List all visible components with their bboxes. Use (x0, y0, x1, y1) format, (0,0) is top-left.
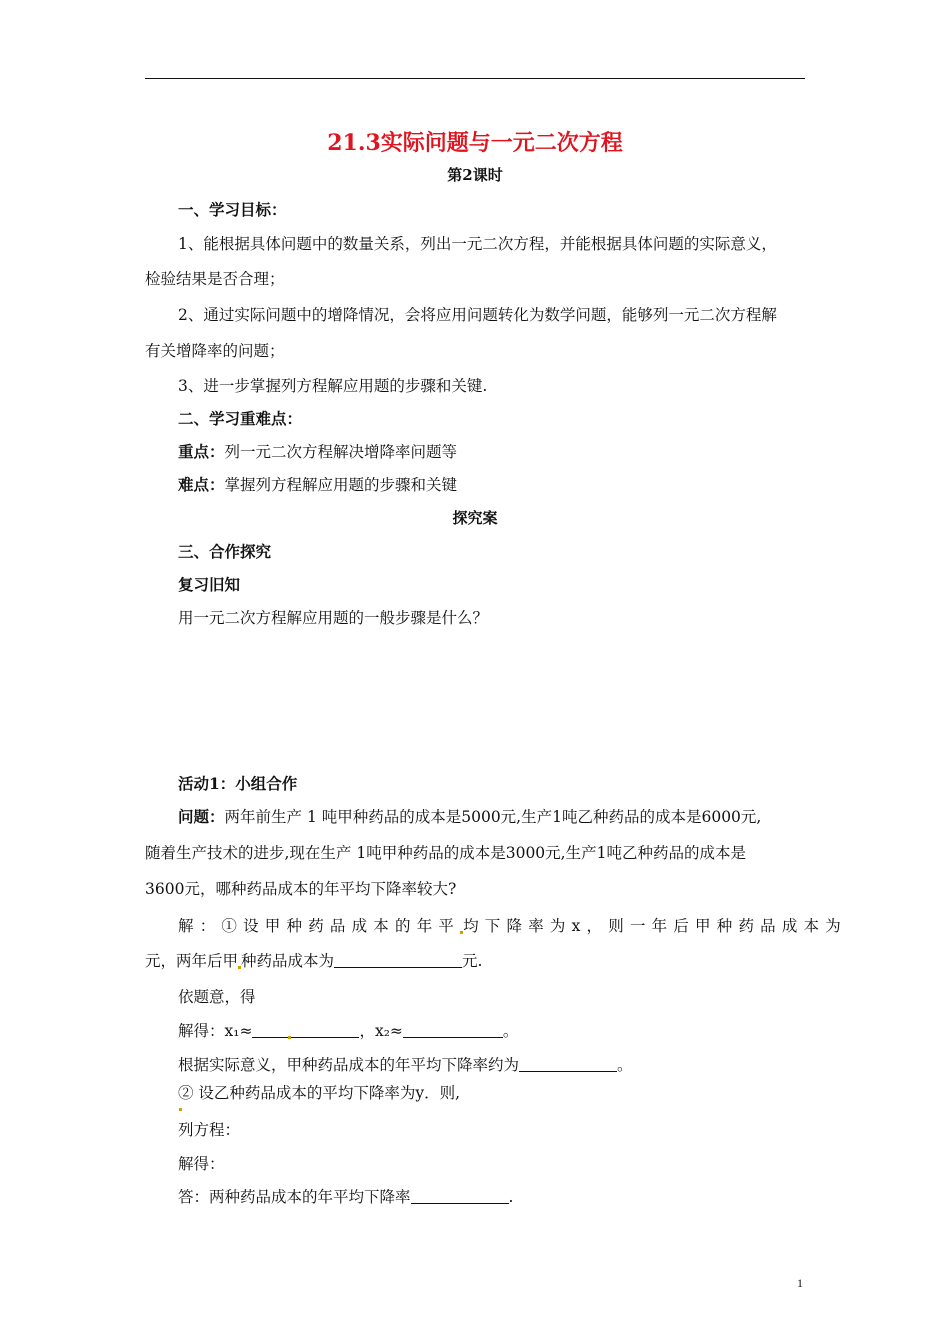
problem-line-1 (178, 805, 761, 827)
solution-line-2 (145, 949, 482, 971)
answer-blank-x1a[interactable] (252, 1023, 288, 1038)
meaning-prefix: 根据实际意义，甲种药品成本的年平均下降率约为 (178, 1056, 520, 1074)
solve1-mid: ，x₂≈ (359, 1022, 403, 1040)
answer-line (178, 1185, 513, 1207)
meaning-end: 。 (617, 1056, 633, 1074)
objective-line-2: 检验结果是否合理； (145, 270, 285, 288)
problem-label: 问题： (178, 807, 225, 826)
objective-line-1: 1、能根据具体问题中的数量关系，列出一元二次方程，并能根据具体问题的实际意义， (178, 235, 777, 253)
problem-line-3: 3600元，哪种药品成本的年平均下降率较大? (145, 880, 457, 898)
solution-line-1a: 解：①设甲种药品成本的年平 (178, 917, 461, 935)
key-text: 列一元二次方程解决增降率问题等 (224, 443, 458, 461)
review-question: 用一元二次方程解应用题的一般步骤是什么？ (178, 609, 489, 627)
solve-line-1 (178, 1019, 518, 1041)
hard-label: 难点： (178, 475, 225, 494)
section2-heading: 二、学习重难点： (178, 409, 303, 428)
answer-end: . (508, 1188, 514, 1206)
solution-line-1b: 均下降率为x，则一年后甲种药品成本为 (463, 917, 847, 935)
key-point (178, 440, 457, 462)
activity-heading: 活动1：小组合作 (178, 774, 298, 793)
hard-text: 掌握列方程解应用题的步骤和关键 (224, 476, 458, 494)
answer-blank-two-year-cost[interactable] (334, 953, 462, 968)
answer-blank-rate[interactable] (519, 1057, 617, 1072)
header-rule (145, 78, 805, 79)
answer-blank-final[interactable] (411, 1189, 509, 1204)
solution-line-2a: 元，两年后甲 (145, 952, 239, 970)
hard-point (178, 473, 457, 495)
problem-text-1: 两年前生产 1 吨甲种药品的成本是5000元,生产1吨乙种药品的成本是6000元, (224, 808, 762, 826)
page-number: 1 (797, 1276, 803, 1290)
mark-dot (179, 1108, 182, 1111)
solution-line-1 (178, 914, 847, 936)
section1-heading: 一、学习目标： (178, 200, 287, 219)
solve2-line: 解得： (178, 1155, 225, 1173)
key-label: 重点： (178, 442, 225, 461)
review-label: 复习旧知 (178, 575, 241, 594)
document-title: 21.3实际问题与一元二次方程 (327, 130, 623, 156)
part2-line: ② 设乙种药品成本的平均下降率为y．则, (178, 1084, 461, 1102)
equation-line: 列方程： (178, 1121, 241, 1139)
answer-blank-x1b[interactable] (291, 1023, 359, 1038)
explore-title: 探究案 (452, 509, 498, 527)
solve1-prefix: 解得：x₁≈ (178, 1022, 253, 1040)
solution-line-2c: 元. (462, 952, 483, 970)
objective-line-4: 有关增降率的问题； (145, 342, 285, 360)
according-line: 依题意，得 (178, 988, 256, 1006)
answer-prefix: 答：两种药品成本的年平均下降率 (178, 1188, 411, 1206)
meaning-line (178, 1053, 633, 1075)
objective-line-5: 3、进一步掌握列方程解应用题的步骤和关键. (178, 377, 488, 395)
answer-blank-x2[interactable] (403, 1023, 503, 1038)
solution-line-2b: 种药品成本为 (241, 952, 335, 970)
lesson-subtitle: 第2课时 (447, 166, 503, 184)
problem-line-2: 随着生产技术的进步,现在生产 1吨甲种药品的成本是3000元,生产1吨乙种药品的成本是 (145, 844, 746, 862)
objective-line-3: 2、通过实际问题中的增降情况，会将应用问题转化为数学问题，能够列一元二次方程解 (178, 306, 777, 324)
section3-heading: 三、合作探究 (178, 542, 272, 561)
solve1-end: 。 (502, 1022, 519, 1040)
